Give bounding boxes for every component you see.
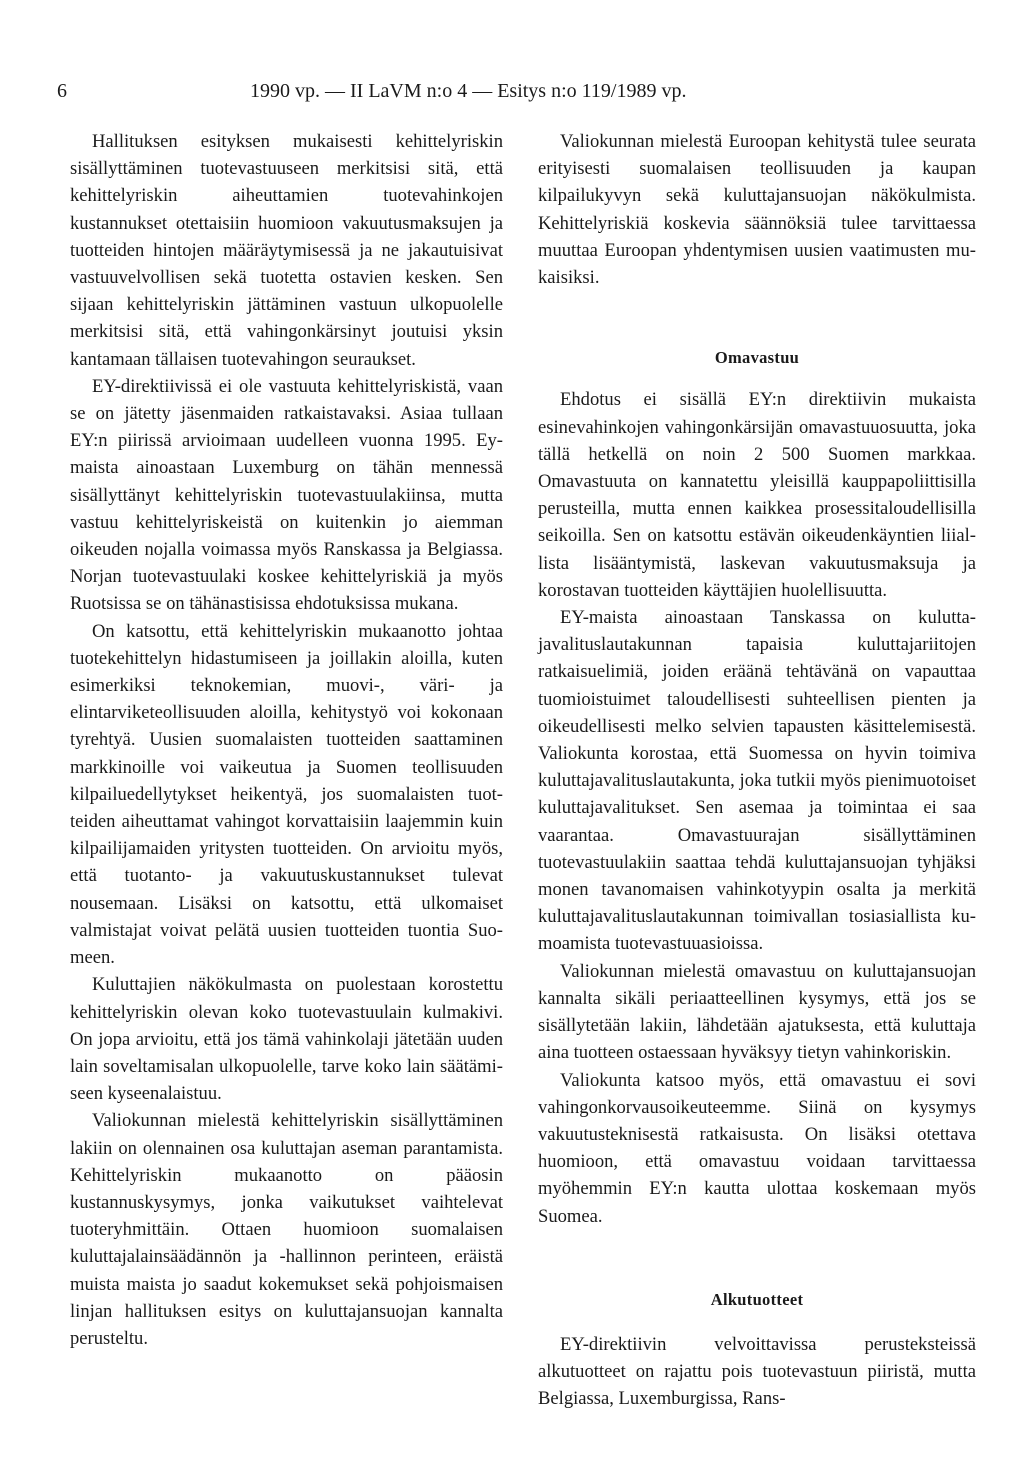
running-head: 1990 vp. — II LaVM n:o 4 — Esitys n:o 119/1989 vp. <box>250 80 687 102</box>
omavastuu-paragraph-1: Ehdotus ei sisällä EY:n direktiivin mukaista esinevahinkojen vahingonkärsijän omavastuuosuutta, joka tällä hetkellä on noin 2 500 Suomen markkaa. Omavastuuta on kannatettu yleisillä kauppapoliittisilla perusteilla, mutta ennen kaikkea prosessitaloudellisilla seikoilla. Sen on katsottu estävän oikeudenkäyntien liiallista lisääntymistä, laskevan vakuutusmaksuja ja korostavan tuotteiden käyttäjien huolellisuutta. <box>538 389 976 601</box>
section-heading-alkutuotteet: Alkutuotteet <box>710 1289 804 1309</box>
left-paragraph-5: Valiokunnan mielestä kehittelyriskin sisällyttäminen lakiin on olennainen osa kuluttajan aseman parantamista. Kehittelyriskin mukaanotto on pääosin kustannuskysymys, jonka vaikutukset vaihtelevat tuoteryhmittäin. Ottaen huomioon suomalaisen kuluttajalainsäädännön ja -hallinnon perinteen, eräistä muista maista jo saadut kokemukset sekä pohjoismaisen linjan hallituksen esitys on kuluttajansuojan kannalta perusteltu. <box>70 1110 503 1349</box>
left-column <box>70 128 503 1352</box>
left-paragraph-1: Hallituksen esityksen mukaisesti kehittelyriskin sisällyttäminen tuotevastuuseen merkitsisi sitä, että kehittelyriskin aiheuttamien tuotevahinkojen kustannukset otettaisiin huomioon vakuutusmaksujen ja tuotteiden hintojen määräytymisessä ja ne jakautuisivat vastuuvelvollisen sekä tuotetta ostavien kesken. Sen sijaan kehittelyriskin jättäminen vastuun ulkopuolelle merkitsisi sitä, että vahingonkärsinyt joutuisi yksin kantamaan tällaisen tuotevahingon seuraukset. <box>70 131 503 370</box>
left-paragraph-3: On katsottu, että kehittelyriskin mukaanotto johtaa tuotekehittelyn hidastumiseen ja joillakin aloilla, kuten esimerkiksi teknokemian, muovi-, väri- ja elintarviketeollisuuden aloilla, kehitystyö voi kokonaan tyrehtyä. Uusien suomalaisten tuotteiden saattaminen markkinoille voi vaikeutua ja Suomen teollisuuden kilpailuedellytykset heikentyä, jos suomalaisten tuotteiden aiheuttamat vahingot korvattaisiin laajemmin kuin kilpailijamaiden yritysten tuotteiden. On arvioitu myös, että tuotanto- ja vakuutuskustannukset tulevat nousemaan. Lisäksi on katsottu, että ulkomaiset valmistajat voivat pelätä uusien tuotteiden tuontia Suomeen. <box>70 620 503 969</box>
alkutuotteet-paragraph-1: EY-direktiivin velvoittavissa perusteksteissä alkutuotteet on rajattu pois tuotevastuun piiristä, mutta Belgiassa, Luxemburgissa, Rans- <box>538 1333 976 1410</box>
right-intro-paragraph: Valiokunnan mielestä Euroopan kehitystä tulee seurata erityisesti suomalaisen teollisuuden ja kaupan kilpailukyvyn sekä kuluttajansuojan näkökulmista. Kehittelyriskiä koskevia säännöksiä tulee tarvittaessa muuttaa Euroopan yhdentymisen uusien vaatimusten mukaisiksi. <box>538 131 976 289</box>
left-paragraph-2: EY-direktiivissä ei ole vastuuta kehittelyriskistä, vaan se on jätetty jäsenmaiden ratkaistavaksi. Asiaa tullaan EY:n piirissä arvioimaan uudelleen vuonna 1995. Ey-maista ainoastaan Luxemburg on tähän mennessä sisällyttänyt kehittelyriskin tuotevastuulakiinsa, mutta vastuu kehittelyriskeistä on kuitenkin jo aiemman oikeuden nojalla voimassa myös Ranskassa ja Belgiassa. Norjan tuotevastuulaki koskee kehittelyriskiä ja myös Ruotsissa se on tähänastisissa ehdotuksissa mukana. <box>70 375 503 615</box>
omavastuu-paragraph-3: Valiokunnan mielestä omavastuu on kuluttajansuojan kannalta sikäli periaatteellinen kysymys, että jos se sisällytetään lakiin, lähdetään ajatuksesta, että kuluttaja aina tuotteen ostaessaan hyväksyy tietyn vahinkoriskin. <box>538 960 976 1064</box>
omavastuu-paragraph-4: Valiokunta katsoo myös, että omavastuu ei sovi vahingonkorvausoikeuteemme. Siinä on kysymys vakuutusteknisestä ratkaisusta. On lisäksi otettava huomioon, että omavastuu voidaan tarvittaessa myöhemmin EY:n kautta ulottaa koskemaan myös Suomea. <box>538 1069 976 1227</box>
omavastuu-paragraph-2: EY-maista ainoastaan Tanskassa on kuluttajavalituslautakunnan tapaisia kuluttajariitojen ratkaisuelimiä, joiden eräänä tehtävänä on vapauttaa tuomioistuimet taloudellisesti suhteellisen pienten ja oikeudellisesti melko selvien tapausten käsittelemisestä. Valiokunta korostaa, että Suomessa on hyvin toimiva kuluttajavalituslautakunta, joka tutkii myös pienimuotoiset kuluttajavalitukset. Sen asemaa ja toimintaa ei saa vaarantaa. Omavastuurajan sisällyttäminen tuotevastuulakiin saattaa tehdä kuluttajansuojan tyhjäksi monen tavanomaisen vahinkotyypin osalta ja merkitä kuluttajavalituslautakunnan toimivallan tosiasiallista kumoamista tuotevastuuasioissa. <box>538 607 976 955</box>
right-column <box>538 128 976 1413</box>
page-number: 6 <box>57 80 67 102</box>
section-heading-omavastuu: Omavastuu <box>714 348 800 368</box>
left-paragraph-4: Kuluttajien näkökulmasta on puolestaan korostettu kehittelyriskin olevan koko tuotevastuulain kulmakivi. On jopa arvioitu, että jos tämä vahinkolaji jätetään uuden lain soveltamisalan ulkopuolelle, tarve koko lain säätämiseen kyseenalaistuu. <box>70 974 503 1105</box>
